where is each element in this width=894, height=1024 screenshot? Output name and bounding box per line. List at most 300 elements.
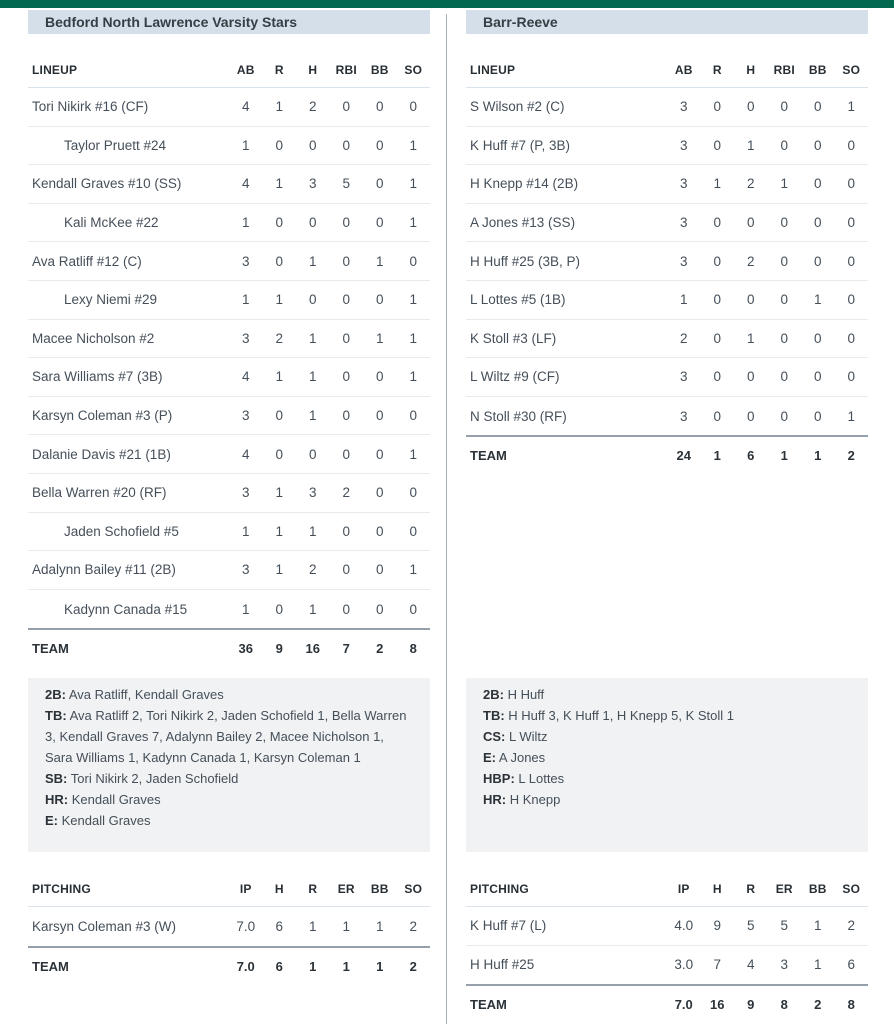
player-name: Lexy Niemi #29 xyxy=(28,281,229,320)
stat-value: 0 xyxy=(801,165,835,204)
player-name: Bella Warren #20 (RF) xyxy=(28,474,229,513)
player-name: Karsyn Coleman #3 (W) xyxy=(32,918,177,934)
stat-value: 1 xyxy=(801,907,835,946)
stat-value: 0 xyxy=(342,601,350,617)
stat-value: 0 xyxy=(330,242,364,281)
stat-column-header: R xyxy=(296,871,330,907)
stat-value: 0 xyxy=(835,358,869,397)
stat-value: 1 xyxy=(296,320,330,359)
stat-value: 1 xyxy=(801,281,835,320)
stat-note-label: E: xyxy=(483,750,496,765)
stat-value: 1 xyxy=(263,165,297,204)
player-name: H Huff #25 (3B, P) xyxy=(466,242,667,281)
stats-header-row xyxy=(466,52,868,88)
column-divider xyxy=(446,14,447,1024)
player-row xyxy=(28,281,430,320)
team-total-value: 7.0 xyxy=(667,984,701,1023)
stat-column-header: SO xyxy=(397,52,431,88)
stat-value: 4 xyxy=(229,88,263,127)
team-name: Bedford North Lawrence Varsity Stars xyxy=(45,14,298,30)
team-column-home xyxy=(28,8,430,1024)
stat-note: 2B: H Huff xyxy=(483,687,545,702)
stat-value: 1 xyxy=(296,397,330,436)
stat-note: HBP: L Lottes xyxy=(483,771,565,786)
stat-note-label: 2B: xyxy=(45,687,66,702)
stat-value: 3 xyxy=(667,204,701,243)
stat-value: 2 xyxy=(409,918,417,934)
player-name: Sara Williams #7 (3B) xyxy=(28,358,229,397)
stat-value: 0 xyxy=(296,435,330,474)
team-total-value: 1 xyxy=(330,946,364,985)
player-row xyxy=(466,242,868,281)
stat-value: 3 xyxy=(296,474,330,513)
batting-notes xyxy=(466,678,868,852)
stat-value: 0 xyxy=(835,320,869,359)
player-row xyxy=(28,513,430,552)
team-total-value: 1 xyxy=(801,435,835,474)
team-name-header xyxy=(466,10,868,34)
stat-value: 0 xyxy=(701,242,735,281)
pitching-table xyxy=(466,871,868,1023)
team-total-value: 1 xyxy=(363,946,397,985)
stat-value: 1 xyxy=(296,242,330,281)
stat-value: 0 xyxy=(330,435,364,474)
stat-value: 0 xyxy=(363,474,397,513)
player-name: K Stoll #3 (LF) xyxy=(466,320,667,359)
stats-header-label: LINEUP xyxy=(28,52,229,88)
stat-value: 1 xyxy=(229,513,263,552)
stat-value: 0 xyxy=(701,127,735,166)
stat-value: 1 xyxy=(229,281,263,320)
stat-value: 4 xyxy=(229,358,263,397)
team-total-value: 7 xyxy=(330,628,364,667)
team-total-value: 16 xyxy=(296,628,330,667)
stat-value: 0 xyxy=(263,242,297,281)
stat-value: 4 xyxy=(229,165,263,204)
stat-value: 0 xyxy=(363,435,397,474)
stat-value: 1 xyxy=(397,281,431,320)
stat-value: 0 xyxy=(397,513,431,552)
team-name-header xyxy=(28,10,430,34)
player-name: H Huff #25 xyxy=(470,957,535,973)
lineup-table xyxy=(466,52,868,474)
stat-value: 0 xyxy=(734,281,768,320)
stat-value: 0 xyxy=(363,88,397,127)
stat-value: 4.0 xyxy=(667,907,701,946)
stats-header-label: LINEUP xyxy=(466,52,667,88)
player-row xyxy=(28,551,430,590)
player-name: N Stoll #30 (RF) xyxy=(470,408,567,424)
stat-value: 1 xyxy=(263,88,297,127)
stat-value: 1 xyxy=(375,918,384,934)
pitcher-row xyxy=(466,946,868,985)
stat-value: 6 xyxy=(275,918,283,934)
stat-value: 1 xyxy=(296,358,330,397)
stat-value: 0 xyxy=(801,242,835,281)
stat-value: 0 xyxy=(397,397,431,436)
stat-value: 1 xyxy=(701,165,735,204)
stat-value: 1 xyxy=(342,918,350,934)
player-row xyxy=(466,281,868,320)
stat-value: 4 xyxy=(746,957,755,973)
stat-column-header: R xyxy=(263,52,297,88)
stat-column-header: H xyxy=(296,52,330,88)
player-name: A Jones #13 (SS) xyxy=(466,204,667,243)
stat-value: 3 xyxy=(780,957,788,973)
player-row xyxy=(28,320,430,359)
stat-value: 0 xyxy=(330,281,364,320)
stat-column-header: BB xyxy=(363,871,397,907)
stat-value: 9 xyxy=(701,907,735,946)
stat-value: 0 xyxy=(801,127,835,166)
stat-value: 0 xyxy=(397,242,431,281)
stat-value: 1 xyxy=(397,551,431,590)
stat-value: 1 xyxy=(263,281,297,320)
stat-value: 0 xyxy=(801,204,835,243)
stat-value: 1 xyxy=(813,957,822,973)
player-name: H Knepp #14 (2B) xyxy=(466,165,667,204)
stats-header-label: PITCHING xyxy=(466,871,667,907)
stat-value: 0 xyxy=(263,435,297,474)
stat-note: 2B: Ava Ratliff, Kendall Graves xyxy=(45,687,224,702)
team-total-value: 2 xyxy=(835,435,869,474)
stat-value: 1 xyxy=(308,918,317,934)
stat-value: 0 xyxy=(330,204,364,243)
player-row xyxy=(28,590,430,629)
team-total-value: 1 xyxy=(701,435,735,474)
stat-value: 0 xyxy=(296,204,330,243)
stat-value: 1 xyxy=(667,281,701,320)
stats-header-row xyxy=(28,52,430,88)
player-row xyxy=(28,204,430,243)
stat-value: 3 xyxy=(667,88,701,127)
player-name: K Huff #7 (P, 3B) xyxy=(466,127,667,166)
stat-note: SB: Tori Nikirk 2, Jaden Schofield xyxy=(45,771,239,786)
stat-value: 3 xyxy=(667,165,701,204)
stat-value: 0 xyxy=(835,281,869,320)
stat-column-header: RBI xyxy=(768,52,802,88)
stat-value: 3 xyxy=(229,397,263,436)
player-row xyxy=(28,165,430,204)
team-total-label: TEAM xyxy=(28,628,229,667)
player-row xyxy=(28,242,430,281)
stat-value: 1 xyxy=(263,551,297,590)
stat-value: 0 xyxy=(275,601,283,617)
team-total-value: 1 xyxy=(768,435,802,474)
stat-note: HR: H Knepp xyxy=(483,792,561,807)
stat-column-header: BB xyxy=(801,871,835,907)
player-row xyxy=(466,358,868,397)
team-total-value: 2 xyxy=(397,946,431,985)
stat-value: 2 xyxy=(296,551,330,590)
stat-value: 1 xyxy=(263,358,297,397)
player-row xyxy=(28,474,430,513)
stat-note-label: HBP: xyxy=(483,771,515,786)
player-name: Kendall Graves #10 (SS) xyxy=(28,165,229,204)
stat-value: 5 xyxy=(768,907,802,946)
stat-value: 0 xyxy=(363,513,397,552)
player-name: Ava Ratliff #12 (C) xyxy=(28,242,229,281)
stat-value: 1 xyxy=(229,127,263,166)
stat-value: 0 xyxy=(263,204,297,243)
team-total-value: 16 xyxy=(701,984,735,1023)
stat-value: 0 xyxy=(801,88,835,127)
player-name: Jaden Schofield #5 xyxy=(28,513,229,552)
stat-value: 2 xyxy=(835,907,869,946)
stat-value: 5 xyxy=(734,907,768,946)
player-row xyxy=(28,435,430,474)
pitcher-row xyxy=(466,907,868,946)
stat-value: 5 xyxy=(330,165,364,204)
player-name: L Lottes #5 (1B) xyxy=(466,281,667,320)
lineup-table xyxy=(28,52,430,667)
stat-note: CS: L Wiltz xyxy=(483,729,548,744)
stat-value: 0 xyxy=(734,88,768,127)
stat-value: 3 xyxy=(667,127,701,166)
stat-value: 0 xyxy=(768,281,802,320)
stat-value: 1 xyxy=(241,601,250,617)
player-name: Taylor Pruett #24 xyxy=(28,127,229,166)
stat-value: 0 xyxy=(330,358,364,397)
stat-note-label: SB: xyxy=(45,771,68,786)
stat-value: 1 xyxy=(847,408,855,424)
stat-note: E: A Jones xyxy=(483,750,546,765)
stat-value: 0 xyxy=(734,204,768,243)
stat-value: 0 xyxy=(330,397,364,436)
team-total-value: 24 xyxy=(667,435,701,474)
stat-value: 1 xyxy=(397,204,431,243)
stat-value: 2 xyxy=(330,474,364,513)
player-name: S Wilson #2 (C) xyxy=(466,88,667,127)
stat-value: 6 xyxy=(847,957,855,973)
team-total-row xyxy=(28,628,430,667)
stat-value: 0 xyxy=(330,551,364,590)
team-total-value: 36 xyxy=(229,628,263,667)
stat-value: 1 xyxy=(768,165,802,204)
stat-value: 1 xyxy=(263,474,297,513)
team-total-label: TEAM xyxy=(466,984,667,1023)
stat-value: 1 xyxy=(296,513,330,552)
stat-value: 0 xyxy=(780,408,788,424)
team-total-label: TEAM xyxy=(466,435,667,474)
stat-column-header: ER xyxy=(330,871,364,907)
stat-value: 1 xyxy=(397,127,431,166)
player-name: L Wiltz #9 (CF) xyxy=(466,358,667,397)
stat-value: 0 xyxy=(363,165,397,204)
player-row xyxy=(28,397,430,436)
stat-value: 0 xyxy=(701,281,735,320)
stat-value: 0 xyxy=(409,601,417,617)
stat-value: 1 xyxy=(308,601,317,617)
stat-value: 0 xyxy=(701,204,735,243)
player-row xyxy=(466,397,868,436)
player-row xyxy=(28,88,430,127)
stat-column-header: RBI xyxy=(330,52,364,88)
stat-value: 3 xyxy=(679,408,688,424)
team-total-value: 8 xyxy=(835,984,869,1023)
stat-value: 0 xyxy=(801,320,835,359)
stat-value: 3 xyxy=(229,320,263,359)
stat-value: 0 xyxy=(701,88,735,127)
player-name: Macee Nicholson #2 xyxy=(28,320,229,359)
stat-value: 0 xyxy=(835,242,869,281)
stat-value: 0 xyxy=(768,320,802,359)
pitching-table xyxy=(28,871,430,985)
stat-value: 0 xyxy=(768,88,802,127)
stat-value: 3 xyxy=(229,474,263,513)
stat-value: 1 xyxy=(835,88,869,127)
stat-value: 0 xyxy=(330,88,364,127)
top-accent-bar xyxy=(0,0,894,8)
stat-note: HR: Kendall Graves xyxy=(45,792,161,807)
stat-value: 2 xyxy=(667,320,701,359)
player-name: Kadynn Canada #15 xyxy=(64,601,188,617)
stat-value: 0 xyxy=(768,127,802,166)
stat-value: 0 xyxy=(363,397,397,436)
team-total-value: 9 xyxy=(263,628,297,667)
player-row xyxy=(466,88,868,127)
stat-value: 0 xyxy=(363,551,397,590)
stats-header-row xyxy=(28,871,430,907)
stat-value: 0 xyxy=(734,358,768,397)
stat-value: 2 xyxy=(734,242,768,281)
stat-note-label: E: xyxy=(45,813,58,828)
stat-value: 3 xyxy=(229,242,263,281)
stat-value: 1 xyxy=(397,435,431,474)
stat-value: 3 xyxy=(667,242,701,281)
stat-value: 1 xyxy=(734,127,768,166)
stat-value: 0 xyxy=(835,127,869,166)
stat-column-header: IP xyxy=(667,871,701,907)
team-total-row xyxy=(28,946,430,985)
team-total-value: 2 xyxy=(801,984,835,1023)
stat-value: 2 xyxy=(734,165,768,204)
team-total-value: 1 xyxy=(296,946,330,985)
stat-value: 7 xyxy=(713,957,721,973)
player-name: Adalynn Bailey #11 (2B) xyxy=(28,551,229,590)
stat-value: 1 xyxy=(397,320,431,359)
player-row xyxy=(28,127,430,166)
stat-value: 3 xyxy=(296,165,330,204)
player-row xyxy=(466,165,868,204)
team-column-away xyxy=(466,8,868,1024)
stat-column-header: SO xyxy=(835,871,869,907)
stat-value: 0 xyxy=(746,408,755,424)
stat-note-label: HR: xyxy=(483,792,507,807)
stat-value: 0 xyxy=(801,358,835,397)
stat-value: 2 xyxy=(296,88,330,127)
stat-value: 0 xyxy=(768,358,802,397)
stat-value: 0 xyxy=(701,358,735,397)
player-row xyxy=(466,320,868,359)
stat-value: 1 xyxy=(229,204,263,243)
stat-value: 0 xyxy=(363,127,397,166)
stat-value: 0 xyxy=(330,127,364,166)
stat-note-label: 2B: xyxy=(483,687,504,702)
team-total-label: TEAM xyxy=(28,946,229,985)
player-row xyxy=(28,358,430,397)
stat-value: 0 xyxy=(363,281,397,320)
team-total-value: 2 xyxy=(363,628,397,667)
stat-note: TB: Ava Ratliff 2, Tori Nikirk 2, Jaden Schofield 1, Bella Warren 3, Kendall Graves 7, Adalynn Bailey 2, Macee Nicholson 1, Sara Williams 1, Kadynn Canada 1, Karsyn Coleman 1 xyxy=(45,708,407,765)
stat-value: 0 xyxy=(375,601,384,617)
stat-value: 0 xyxy=(263,397,297,436)
stat-value: 7.0 xyxy=(236,918,256,934)
stat-value: 4 xyxy=(229,435,263,474)
stat-value: 0 xyxy=(768,204,802,243)
stat-column-header: SO xyxy=(835,52,869,88)
team-total-value: 9 xyxy=(734,984,768,1023)
stat-value: 3 xyxy=(667,358,701,397)
stat-value: 0 xyxy=(263,127,297,166)
stat-value: 1 xyxy=(263,513,297,552)
team-total-value: 8 xyxy=(768,984,802,1023)
player-name: Kali McKee #22 xyxy=(28,204,229,243)
stat-column-header: AB xyxy=(229,52,263,88)
player-row xyxy=(466,127,868,166)
stat-value: 0 xyxy=(835,204,869,243)
stat-value: 0 xyxy=(330,513,364,552)
stat-value: 0 xyxy=(701,320,735,359)
stat-column-header: H xyxy=(263,871,297,907)
player-name: Dalanie Davis #21 (1B) xyxy=(28,435,229,474)
stat-value: 0 xyxy=(296,281,330,320)
stat-note: E: Kendall Graves xyxy=(45,813,151,828)
stat-column-header: H xyxy=(701,871,735,907)
stat-column-header: R xyxy=(701,52,735,88)
stat-value: 0 xyxy=(397,474,431,513)
stat-column-header: BB xyxy=(801,52,835,88)
stat-value: 0 xyxy=(330,320,364,359)
team-total-row xyxy=(466,984,868,1023)
team-total-value: 8 xyxy=(397,628,431,667)
stat-column-header: AB xyxy=(667,52,701,88)
team-name: Barr-Reeve xyxy=(483,14,558,30)
stat-value: 0 xyxy=(813,408,822,424)
stat-note-label: TB: xyxy=(45,708,67,723)
stat-note: TB: H Huff 3, K Huff 1, H Knepp 5, K Stoll 1 xyxy=(483,708,734,723)
stat-column-header: R xyxy=(734,871,768,907)
stat-note-label: HR: xyxy=(45,792,69,807)
stat-note-label: TB: xyxy=(483,708,505,723)
player-name: K Huff #7 (L) xyxy=(466,907,667,946)
stat-value: 0 xyxy=(835,165,869,204)
stat-value: 1 xyxy=(363,320,397,359)
stat-value: 0 xyxy=(363,204,397,243)
pitcher-row xyxy=(28,907,430,946)
stat-column-header: SO xyxy=(397,871,431,907)
team-total-value: 6 xyxy=(263,946,297,985)
stat-value: 0 xyxy=(713,408,721,424)
team-total-value: 7.0 xyxy=(229,946,263,985)
stat-note-label: CS: xyxy=(483,729,506,744)
stat-column-header: H xyxy=(734,52,768,88)
stat-column-header: ER xyxy=(768,871,802,907)
team-total-value: 6 xyxy=(734,435,768,474)
stat-column-header: BB xyxy=(363,52,397,88)
stat-value: 0 xyxy=(363,358,397,397)
stat-value: 1 xyxy=(363,242,397,281)
stat-value: 1 xyxy=(397,358,431,397)
batting-notes xyxy=(28,678,430,852)
stat-value: 3 xyxy=(229,551,263,590)
stat-value: 1 xyxy=(397,165,431,204)
stat-value: 0 xyxy=(397,88,431,127)
stat-value: 1 xyxy=(734,320,768,359)
stat-value: 0 xyxy=(768,242,802,281)
stat-value: 2 xyxy=(263,320,297,359)
stat-value: 3.0 xyxy=(674,957,694,973)
